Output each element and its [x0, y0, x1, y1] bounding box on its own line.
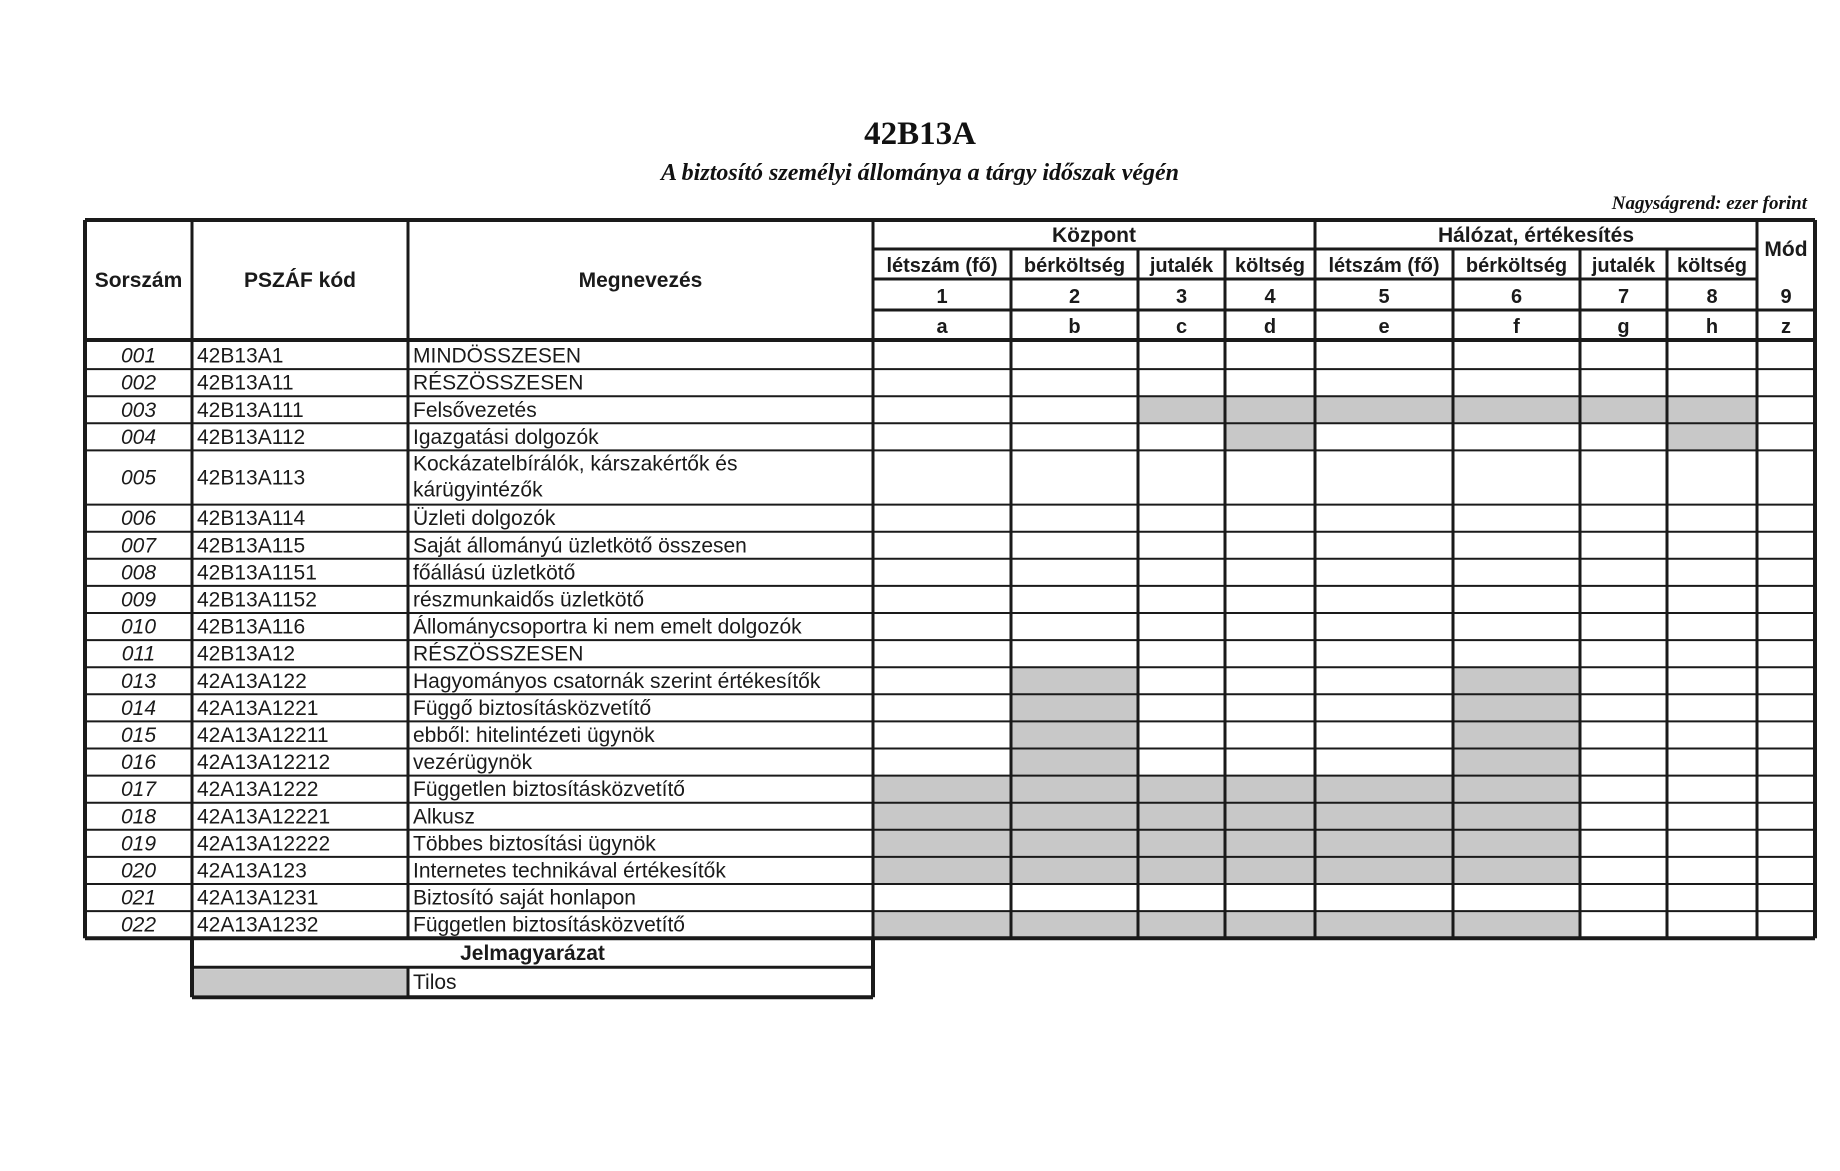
forbidden-cell [1011, 721, 1138, 748]
row-name: Felsővezetés [413, 398, 537, 422]
row-name: ebből: hitelintézeti ügynök [413, 723, 655, 747]
header-sorszam: Sorszám [94, 269, 183, 292]
forbidden-cell [1138, 803, 1225, 830]
header-mod: Mód [1764, 238, 1808, 261]
row-name: Állománycsoportra ki nem emelt dolgozók [413, 615, 802, 639]
row-number: 019 [120, 832, 157, 856]
row-name: Többes biztosítási ügynök [413, 832, 656, 856]
forbidden-cell [1315, 857, 1453, 884]
row-number: 014 [120, 696, 157, 720]
header-subcol: költség [1234, 255, 1306, 277]
forbidden-cell [1315, 830, 1453, 857]
row-number: 009 [120, 588, 157, 612]
forbidden-cell [1667, 396, 1757, 423]
row-pszaf-code: 42B13A12 [197, 642, 296, 666]
row-name: RÉSZÖSSZESEN [413, 642, 584, 666]
forbidden-cell [1225, 396, 1315, 423]
row-name: MINDÖSSZESEN [413, 344, 582, 368]
forbidden-cell [1011, 667, 1138, 694]
row-pszaf-code: 42B13A1151 [197, 561, 317, 585]
row-pszaf-code: 42B13A11 [197, 371, 294, 395]
row-pszaf-code: 42B13A113 [197, 466, 306, 490]
row-number: 003 [120, 398, 157, 422]
row-number: 021 [120, 886, 157, 910]
row-pszaf-code: 42A13A122 [197, 669, 307, 693]
row-name: Kockázatelbírálók, kárszakértők és [413, 452, 738, 476]
row-number: 011 [121, 642, 156, 666]
header-subcol: létszám (fő) [1328, 255, 1440, 277]
row-pszaf-code: 42B13A115 [197, 534, 306, 558]
row-name: főállású üzletkötő [413, 561, 576, 585]
forbidden-cell [873, 911, 1011, 938]
column-number: 5 [1378, 286, 1390, 308]
row-number: 005 [120, 466, 157, 490]
row-pszaf-code: 42B13A114 [197, 507, 306, 531]
legend-swatch [194, 969, 407, 995]
row-name: kárügyintézők [413, 478, 543, 502]
row-number: 001 [120, 344, 157, 368]
forbidden-cell [1453, 830, 1580, 857]
row-number: 006 [120, 507, 157, 531]
forbidden-cell [1453, 911, 1580, 938]
forbidden-cell [1225, 911, 1315, 938]
column-number: 3 [1175, 286, 1188, 308]
legend-title: Jelmagyarázat [460, 942, 605, 966]
column-letter: g [1617, 316, 1630, 338]
row-number: 017 [120, 778, 157, 802]
forbidden-cell [1011, 911, 1138, 938]
unit-note: Nagyságrend: ezer forint [1611, 193, 1807, 214]
row-pszaf-code: 42B13A1152 [197, 588, 317, 612]
row-pszaf-code: 42B13A111 [197, 398, 304, 422]
row-pszaf-code: 42A13A12211 [197, 723, 329, 747]
row-name: Független biztosításközvetítő [413, 778, 685, 802]
forbidden-cell [873, 857, 1011, 884]
row-number: 015 [120, 723, 157, 747]
forbidden-cell [1453, 667, 1580, 694]
row-number: 018 [120, 805, 157, 829]
forbidden-cell [1225, 830, 1315, 857]
row-number: 022 [120, 913, 157, 937]
forbidden-cell [1315, 803, 1453, 830]
forbidden-cell [1453, 694, 1580, 721]
row-number: 010 [120, 615, 157, 639]
row-name: Üzleti dolgozók [413, 507, 556, 531]
forbidden-cell [1225, 776, 1315, 803]
row-pszaf-code: 42A13A1232 [197, 913, 319, 937]
column-letter: d [1263, 316, 1277, 338]
forbidden-cell [1453, 396, 1580, 423]
column-letter: z [1781, 316, 1791, 338]
forbidden-cell [1011, 857, 1138, 884]
forbidden-cell [1011, 830, 1138, 857]
header-subcol: bérköltség [1023, 255, 1126, 277]
forbidden-cell [1453, 803, 1580, 830]
forbidden-cell [1667, 423, 1757, 450]
form-code: 42B13A [864, 116, 976, 152]
row-name: Internetes technikával értékesítők [413, 859, 726, 883]
header-subcol: költség [1676, 255, 1748, 277]
header-subcol: bérköltség [1465, 255, 1568, 277]
row-number: 002 [120, 371, 157, 395]
forbidden-cell [873, 776, 1011, 803]
forbidden-cell [1453, 721, 1580, 748]
row-pszaf-code: 42A13A12222 [197, 832, 331, 856]
row-number: 020 [120, 859, 157, 883]
column-letter: e [1378, 316, 1390, 338]
row-name: Hagyományos csatornák szerint értékesítők [413, 669, 821, 693]
header-group: Hálózat, értékesítés [1437, 224, 1635, 247]
row-number: 016 [120, 751, 157, 775]
column-number: 8 [1706, 286, 1718, 308]
column-number: 2 [1068, 286, 1081, 308]
forbidden-cell [1453, 857, 1580, 884]
row-number: 013 [120, 669, 157, 693]
row-name: részmunkaidős üzletkötő [413, 588, 645, 612]
row-name: Függő biztosításközvetítő [413, 696, 652, 720]
form-title: A biztosító személyi állománya a tárgy időszak végén [661, 160, 1179, 186]
row-pszaf-code: 42B13A1 [197, 344, 284, 368]
forbidden-cell [1225, 423, 1315, 450]
forbidden-cell [1011, 776, 1138, 803]
row-number: 008 [120, 561, 157, 585]
column-letter: f [1513, 316, 1520, 338]
row-pszaf-code: 42A13A1221 [197, 696, 319, 720]
forbidden-cell [1138, 830, 1225, 857]
column-letter: b [1068, 316, 1081, 338]
column-number: 6 [1510, 286, 1523, 308]
row-pszaf-code: 42A13A12221 [197, 805, 331, 829]
row-name: Független biztosításközvetítő [413, 913, 685, 937]
forbidden-cell [1453, 776, 1580, 803]
forbidden-cell [1011, 694, 1138, 721]
header-group: Központ [1052, 224, 1136, 247]
column-number: 7 [1617, 286, 1630, 308]
row-name: RÉSZÖSSZESEN [413, 371, 584, 395]
header-megnevezes: Megnevezés [578, 269, 703, 292]
row-name: Saját állományú üzletkötő összesen [413, 534, 747, 558]
row-pszaf-code: 42B13A116 [197, 615, 306, 639]
forbidden-cell [1138, 396, 1225, 423]
forbidden-cell [1225, 857, 1315, 884]
forbidden-cell [1453, 749, 1580, 776]
forbidden-cell [1315, 396, 1453, 423]
forbidden-cell [1580, 396, 1667, 423]
forbidden-cell [873, 830, 1011, 857]
column-letter: a [936, 316, 948, 338]
row-pszaf-code: 42A13A1231 [197, 886, 319, 910]
forbidden-cell [1225, 803, 1315, 830]
row-pszaf-code: 42A13A123 [197, 859, 307, 883]
row-number: 007 [120, 534, 157, 558]
forbidden-cell [873, 803, 1011, 830]
column-number: 9 [1780, 286, 1792, 308]
forbidden-cell [1011, 749, 1138, 776]
forbidden-cell [1315, 911, 1453, 938]
column-letter: h [1705, 316, 1719, 338]
header-subcol: jutalék [1591, 255, 1656, 277]
header-subcol: létszám (fő) [886, 255, 998, 277]
forbidden-cell [1138, 857, 1225, 884]
forbidden-cell [1138, 911, 1225, 938]
row-name: Alkusz [413, 805, 475, 829]
row-number: 004 [120, 425, 157, 449]
column-number: 4 [1264, 286, 1276, 308]
forbidden-cell [1315, 776, 1453, 803]
header-subcol: jutalék [1149, 255, 1214, 277]
row-name: Biztosító saját honlapon [413, 886, 636, 910]
column-letter: c [1175, 316, 1188, 338]
row-name: vezérügynök [413, 751, 533, 775]
legend-label: Tilos [413, 971, 457, 995]
forbidden-cell [1138, 776, 1225, 803]
row-name: Igazgatási dolgozók [413, 425, 599, 449]
header-pszaf-kod: PSZÁF kód [243, 269, 357, 292]
forbidden-cell [1011, 803, 1138, 830]
row-pszaf-code: 42A13A12212 [197, 751, 331, 775]
row-pszaf-code: 42B13A112 [197, 425, 306, 449]
row-pszaf-code: 42A13A1222 [197, 778, 319, 802]
column-number: 1 [936, 286, 948, 308]
